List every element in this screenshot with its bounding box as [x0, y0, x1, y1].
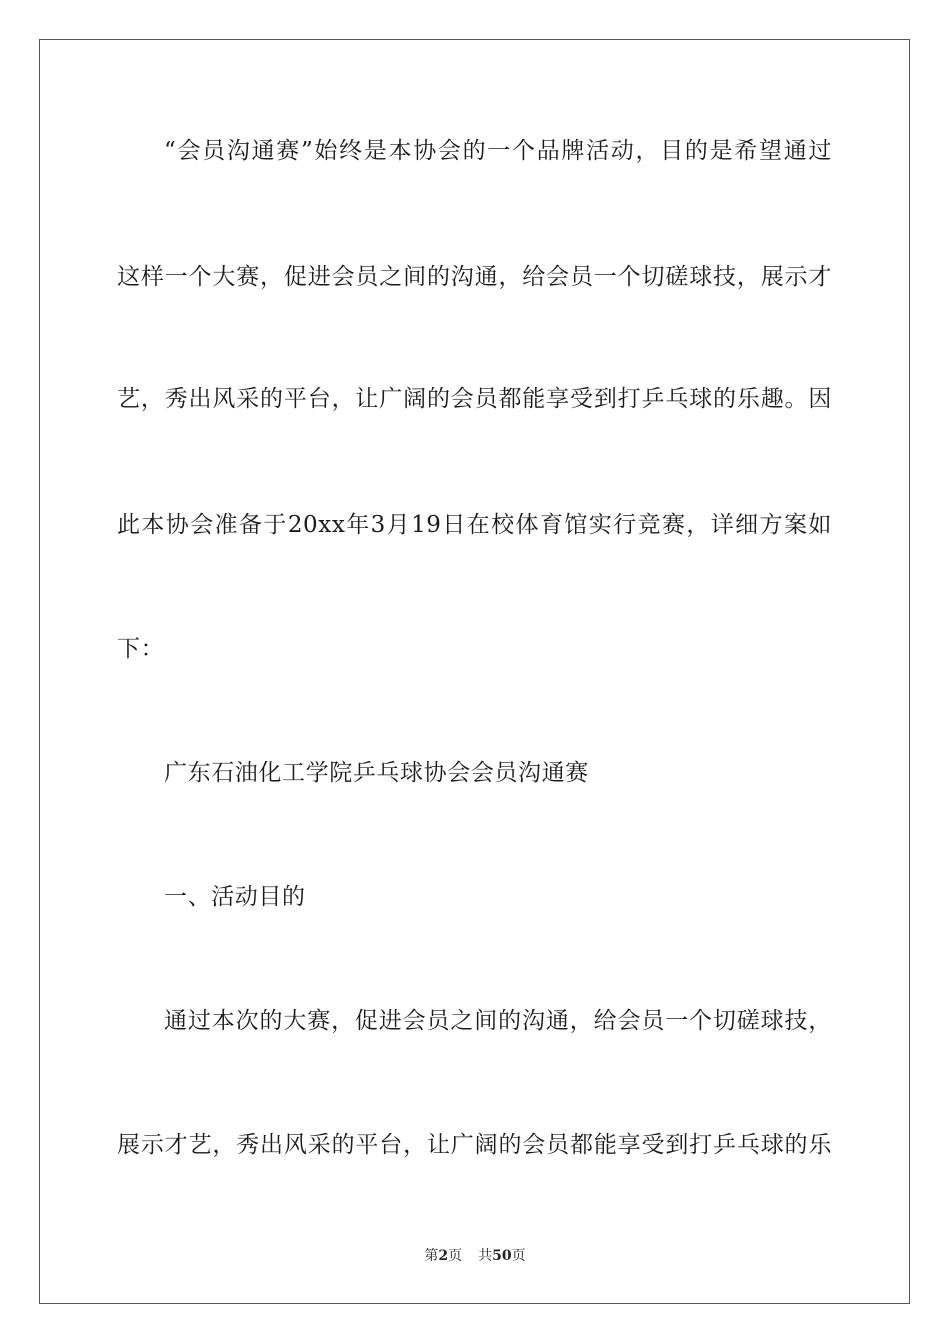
- total-prefix: 共: [478, 1248, 493, 1264]
- paragraph2-line-2: 展示才艺，秀出风采的平台，让广阔的会员都能享受到打乒乓球的乐: [117, 1132, 832, 1158]
- page-number: 2: [438, 1248, 449, 1264]
- paragraph2-line-1: 通过本次的大赛，促进会员之间的沟通，给会员一个切磋球技，: [164, 1008, 832, 1034]
- section-title: 广东石油化工学院乒乓球协会会员沟通赛: [164, 760, 589, 786]
- paragraph-line-1: “会员沟通赛”始终是本协会的一个品牌活动，目的是希望通过: [164, 138, 832, 164]
- page-prefix: 第: [424, 1248, 439, 1264]
- paragraph-line-5: 下：: [117, 636, 165, 662]
- page-suffix: 页: [448, 1248, 463, 1264]
- page-border: [39, 39, 910, 1304]
- paragraph-line-3: 艺，秀出风采的平台，让广阔的会员都能享受到打乒乓球的乐趣。因: [117, 386, 832, 412]
- total-pages: 50: [492, 1248, 512, 1264]
- section-heading-1: 一、活动目的: [164, 884, 306, 910]
- total-suffix: 页: [511, 1248, 526, 1264]
- page-footer: [0, 1246, 950, 1266]
- paragraph-line-2: 这样一个大赛，促进会员之间的沟通，给会员一个切磋球技，展示才: [117, 264, 832, 290]
- paragraph-line-4: 此本协会准备于20xx年3月19日在校体育馆实行竞赛，详细方案如: [117, 512, 832, 538]
